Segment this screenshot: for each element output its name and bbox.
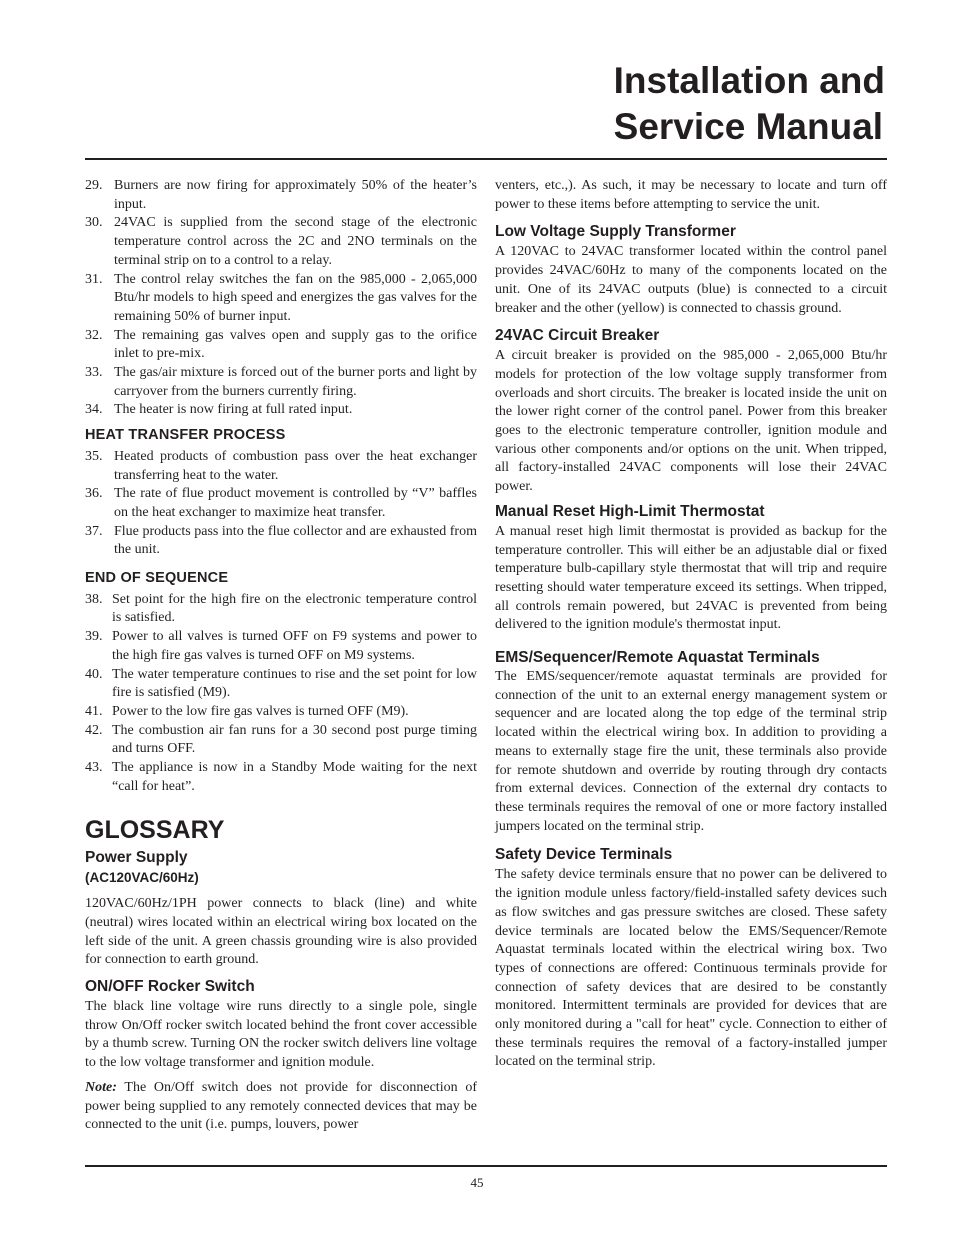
page-title bbox=[614, 58, 885, 150]
step-text: The water temperature continues to rise and the set point for low fire is satisfied (M9). bbox=[112, 666, 477, 701]
end-of-sequence-heading: END OF SEQUENCE bbox=[85, 570, 229, 587]
step-number: 40. bbox=[85, 666, 103, 682]
title-line-1: Installation and bbox=[613, 60, 885, 101]
step-number: 34. bbox=[85, 402, 103, 418]
step-text: The gas/air mixture is forced out of the burner ports and light by carryover from the burners currently firing. bbox=[114, 365, 477, 399]
step-item bbox=[85, 485, 477, 522]
step-item bbox=[85, 703, 477, 722]
step-number: 41. bbox=[85, 703, 103, 719]
step-text: Burners are now firing for approximately 50% of the heater’s input. bbox=[114, 178, 477, 212]
step-number: 30. bbox=[85, 215, 103, 231]
power-supply-text: 120VAC/60Hz/1PH power connects to black (line) and white (neutral) wires located within an electrical wiring box located on the left side of the unit. A green chassis grounding wire is also provided for connection to earth ground. bbox=[85, 896, 477, 968]
circuit-breaker-heading: 24VAC Circuit Breaker bbox=[495, 327, 660, 345]
rocker-switch-text: The black line voltage wire runs directly to a single pole, single throw On/Off rocker switch located behind the front cover accessible by a thumb screw. Turning ON the rocker switch delivers line voltage to the low voltage transformer and ignition module. bbox=[85, 999, 477, 1071]
step-text: The control relay switches the fan on the 985,000 - 2,065,000 Btu/hr models to high speed and energizes the gas valves for the remaining 50% of burner input. bbox=[114, 271, 477, 324]
ems-heading: EMS/Sequencer/Remote Aquastat Terminals bbox=[495, 649, 820, 667]
safety-device-heading: Safety Device Terminals bbox=[495, 846, 673, 864]
note-text: The On/Off switch does not provide for disconnection of power being supplied to any remotely connected devices that may be connected to the unit (i.e. pumps, louvers, power bbox=[85, 1079, 477, 1133]
step-text: The remaining gas valves open and supply gas to the orifice inlet to pre-mix. bbox=[114, 327, 477, 362]
page-number: 45 bbox=[470, 1175, 484, 1190]
steps-list-c bbox=[85, 591, 477, 797]
step-item bbox=[85, 177, 477, 214]
step-item bbox=[85, 214, 477, 270]
step-item bbox=[85, 271, 477, 327]
step-number: 29. bbox=[85, 178, 103, 193]
step-text: 24VAC is supplied from the second stage of the electronic temperature control across the 2C and 2NO terminals on the terminal strip on to a control to a relay. bbox=[114, 215, 477, 268]
low-voltage-text: A 120VAC to 24VAC transformer located within the control panel provides 24VAC/60Hz to many of the components located on the unit. One of its 24VAC outputs (blue) is connected to a circuit breaker and the other (yellow) is connected to chassis ground. bbox=[495, 244, 887, 316]
step-text: Power to all valves is turned OFF on F9 systems and power to the high fire gas valves is turned OFF on M9 systems. bbox=[112, 629, 477, 663]
step-number: 39. bbox=[85, 629, 103, 645]
step-item bbox=[85, 401, 477, 420]
glossary-heading: GLOSSARY bbox=[85, 815, 225, 844]
rocker-switch-heading: ON/OFF Rocker Switch bbox=[85, 978, 255, 996]
step-item bbox=[85, 591, 477, 628]
step-number: 32. bbox=[85, 327, 103, 343]
step-number: 36. bbox=[85, 486, 103, 502]
step-text: Flue products pass into the flue collector and are exhausted from the unit. bbox=[114, 523, 477, 558]
step-text: The appliance is now in a Standby Mode waiting for the next “call for heat”. bbox=[112, 760, 477, 794]
note-label: Note: bbox=[85, 1079, 117, 1095]
power-supply-heading: Power Supply bbox=[85, 848, 188, 866]
step-number: 42. bbox=[85, 722, 103, 738]
top-rule bbox=[85, 158, 887, 160]
steps-list-b bbox=[85, 448, 477, 560]
step-item bbox=[85, 722, 477, 759]
step-item bbox=[85, 759, 477, 796]
step-item bbox=[85, 448, 477, 485]
low-voltage-heading: Low Voltage Supply Transformer bbox=[495, 223, 736, 241]
step-number: 33. bbox=[85, 365, 103, 381]
step-item bbox=[85, 523, 477, 560]
title-line-2: Service Manual bbox=[613, 106, 884, 147]
step-item bbox=[85, 628, 477, 665]
step-number: 35. bbox=[85, 448, 103, 464]
circuit-breaker-text: A circuit breaker is provided on the 985,000 - 2,065,000 Btu/hr models for protection of the low voltage supply transformer from overloads and short circuits. The breaker is located inside the unit on the lower right corner of the control panel. Power from this breaker goes to the electronic temperature controller, ignition module and various other components and/or options on the unit. When tripped, all factory-installed 24VAC components will lose their 24VAC power. bbox=[495, 348, 887, 495]
left-column bbox=[85, 177, 477, 1135]
manual-reset-heading: Manual Reset High-Limit Thermostat bbox=[495, 502, 765, 520]
note-paragraph bbox=[85, 1079, 477, 1135]
heat-transfer-heading: HEAT TRANSFER PROCESS bbox=[85, 427, 286, 444]
ems-text: The EMS/sequencer/remote aquastat terminals are provided for connection of the unit to an external energy management system or sequencer and are located along the top edge of the terminal strip located within the electrical wiring box. In addition to providing a means to externally stage fire the unit, these terminals also provide for remote shutdown and override by routing through dry contacts from external devices. Connection of the external dry contacts to these terminals requires the removal of one or more factory installed jumpers located on the terminal strip. bbox=[495, 669, 887, 834]
step-number: 31. bbox=[85, 271, 103, 287]
bottom-rule bbox=[85, 1165, 887, 1167]
safety-device-text: The safety device terminals ensure that no power can be delivered to the ignition module unless factory/field-installed safety devices such as flow switches and gas pressure switches are closed. These safety device terminals are located below the EMS/Sequencer/Remote Aquastat terminals located within the electrical wiring box. Two types of connections are offered: Continuous terminals provide for connection of safety devices that are desired to be constantly monitored. Intermittent terminals are provided for devices that are only monitored during a "call for heat" cycle. Connection to either of these terminals requires the removal of a factory-installed jumper located on the terminal strip. bbox=[495, 867, 887, 1070]
power-supply-subheading: (AC120VAC/60Hz) bbox=[85, 869, 199, 885]
step-number: 37. bbox=[85, 523, 103, 539]
step-item bbox=[85, 364, 477, 401]
manual-reset-text: A manual reset high limit thermostat is provided as backup for the temperature controller. This will either be an adjustable dial or fixed temperature bulb-capillary style thermostat that will trip and require resetting should water temperature exceed its settings. When tripped, all controls remain powered, but 24VAC is prevented from being delivered to the ignition module's thermostat input. bbox=[495, 523, 887, 633]
step-number: 38. bbox=[85, 591, 103, 607]
step-text: Set point for the high fire on the electronic temperature control is satisfied. bbox=[112, 591, 477, 626]
step-item bbox=[85, 327, 477, 364]
step-text: Heated products of combustion pass over the heat exchanger transferring heat to the water. bbox=[114, 448, 477, 483]
right-column bbox=[495, 177, 887, 1072]
step-text: Power to the low fire gas valves is turned OFF (M9). bbox=[112, 703, 409, 719]
continued-text: venters, etc.,). As such, it may be necessary to locate and turn off power to these items before attempting to service the unit. bbox=[495, 178, 887, 212]
step-text: The rate of flue product movement is controlled by “V” baffles on the heat exchanger to maximize heat transfer. bbox=[114, 486, 477, 520]
step-item bbox=[85, 666, 477, 703]
step-number: 43. bbox=[85, 760, 103, 776]
step-text: The combustion air fan runs for a 30 second post purge timing and turns OFF. bbox=[112, 722, 477, 757]
steps-list-a bbox=[85, 177, 477, 420]
step-text: The heater is now firing at full rated input. bbox=[114, 402, 353, 418]
